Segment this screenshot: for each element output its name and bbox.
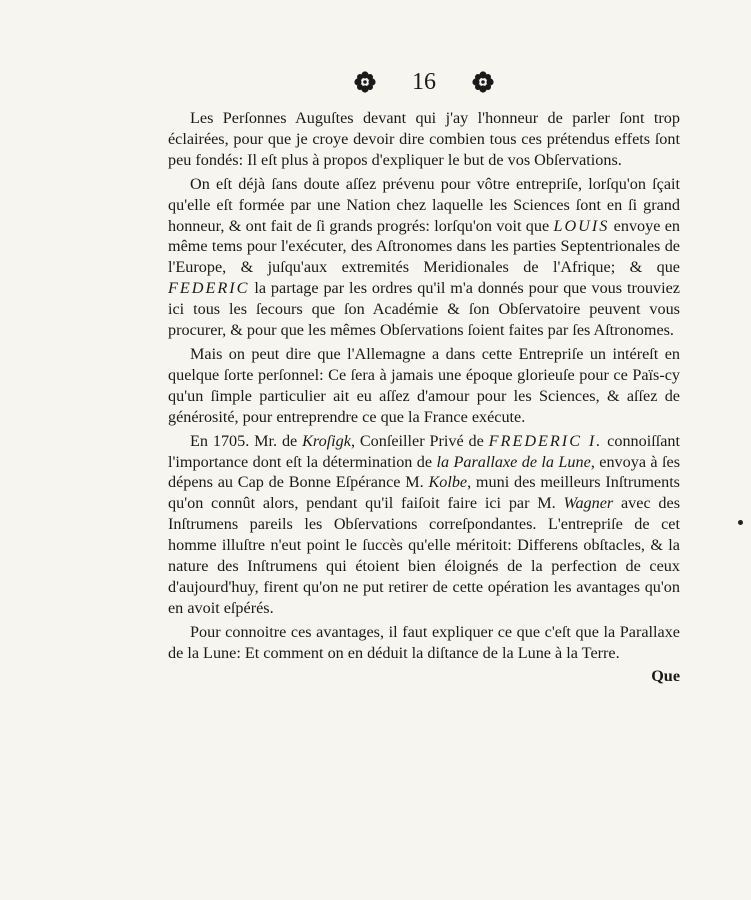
body-text	[168, 108, 680, 664]
page-header	[168, 64, 680, 100]
text-segment: Mais on peut dire que l'Allemagne a dans cette Entrepriſe un intéreſt en quelque ſorte perſonnel: Ce ſera à jamais une époque glorieuſe pour ce Païs-cy qu'un ſimple particulier ait eu aſſez d'amour pour les Sciences, & aſſez de générosité, pour entreprendre ce que la France exécute.	[168, 344, 680, 426]
margin-speck	[738, 520, 743, 525]
text-segment: connoiſſant l'importance dont eſt la détermination de	[168, 431, 680, 471]
text-segment: FREDERIC I.	[488, 431, 603, 450]
paragraph-1	[168, 108, 680, 171]
text-segment: Kroſigk	[302, 431, 351, 450]
text-segment: la Parallaxe de la Lune	[436, 452, 591, 471]
paragraph-4	[168, 431, 680, 619]
text-segment: On eſt déjà ſans doute aſſez prévenu pour vôtre entrepriſe, lorſqu'on ſçait qu'elle eſt formée par une Nation chez laquelle les Sciences ſont en ſi grand honneur, & ont fait de ſi grands progrés: lorſqu'on voit que	[168, 174, 680, 235]
page	[168, 64, 680, 686]
text-segment: LOUIS	[553, 216, 610, 235]
text-segment: En 1705. Mr. de	[190, 431, 303, 450]
text-segment: FEDERIC	[168, 279, 250, 298]
page-number: 16	[412, 68, 436, 95]
paragraph-3	[168, 344, 680, 428]
paragraph-5	[168, 622, 680, 664]
flower-ornament-icon	[354, 71, 376, 93]
text-segment: Pour connoitre ces avantages, il faut expliquer ce que c'eſt que la Parallaxe de la Lune: Et comment on en déduit la diſtance de la Lune à la Terre.	[168, 622, 680, 662]
flower-ornament-icon	[472, 71, 494, 93]
text-segment: la partage par les ordres qu'il m'a donnés pour que vous trouviez ici tous les ſecours que ſon Académie & ſon Obſervatoire peuvent vous procurer, & pour que les mêmes Obſervations ſoient faites par ſes Aſtronomes.	[168, 279, 680, 340]
text-segment: Wagner	[563, 494, 614, 513]
catchword: Que	[651, 666, 680, 685]
text-segment: , envoya à ſes dépens au Cap de Bonne Eſpérance M.	[168, 452, 680, 492]
text-segment: envoye en même tems pour l'exécuter, des Aſtronomes dans les parties Septentrionales de l'Europe, & juſqu'aux extremités Meridionales de l'Afrique; & que	[168, 216, 680, 277]
text-segment: Kolbe	[428, 473, 468, 492]
text-segment: , Conſeiller Privé de	[350, 431, 489, 450]
text-segment: , muni des meilleurs Inſtruments qu'on connût alors, pendant qu'il faiſoit faire ici par M.	[168, 473, 680, 513]
text-segment: avec des Inſtrumens pareils les Obſervations correſpondantes. L'entrepriſe de cet homme illuſtre n'eut point le ſuccès qu'elle méritoit: Differens obſtacles, & la nature des Inſtrumens qui étoient bien éloignés de la perfection de ceux d'aujourd'huy, firent qu'on ne put retirer de cette opération les avantages qu'on en avoit eſpérés.	[168, 494, 680, 617]
text-segment: Les Perſonnes Auguſtes devant qui j'ay l'honneur de parler ſont trop éclairées, pour que je croye devoir dire combien tous ces prétendus effets ſont peu fondés: Il eſt plus à propos d'expliquer le but de vos Obſervations.	[168, 109, 680, 169]
paragraph-2	[168, 174, 680, 341]
